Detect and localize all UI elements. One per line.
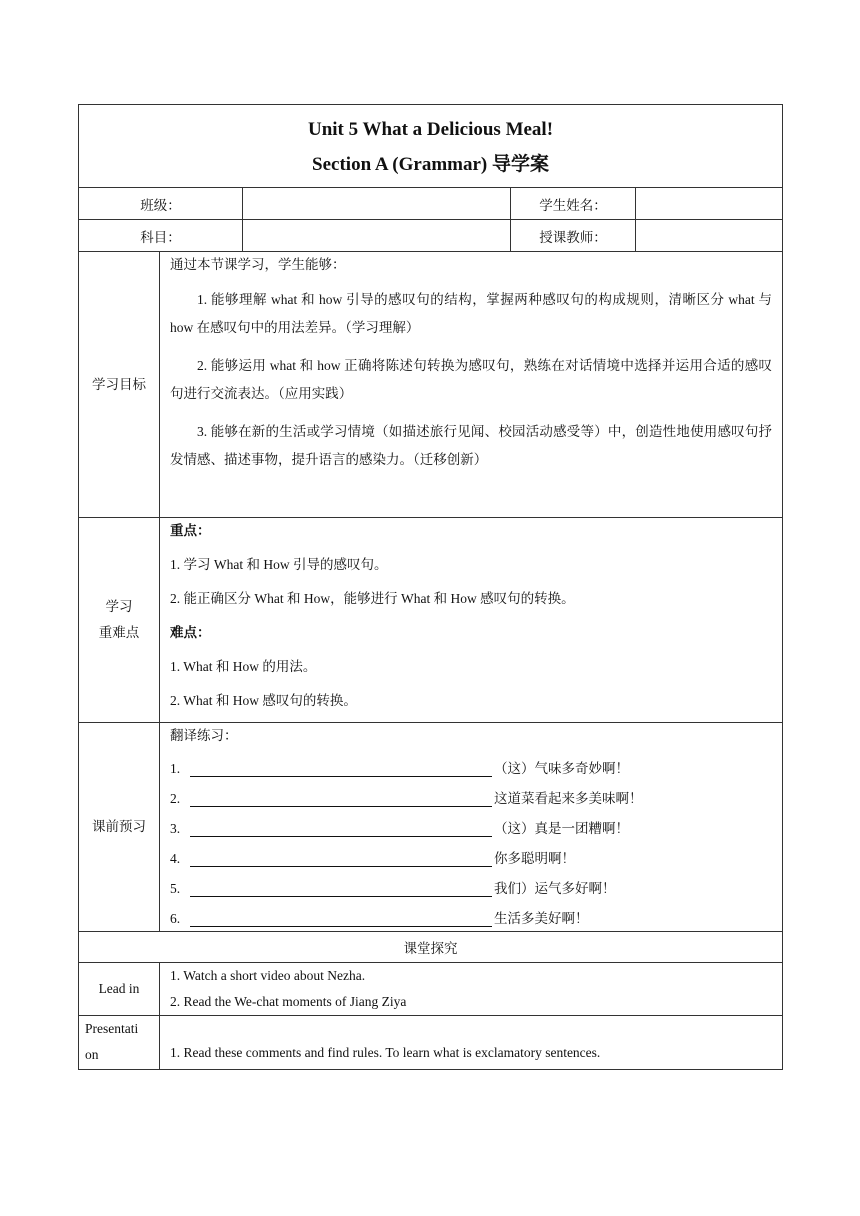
answer-blank[interactable] <box>190 760 492 777</box>
student-name-label: 学生姓名： <box>511 188 636 220</box>
info-row-1 <box>79 188 783 220</box>
preview-title: 翻译练习： <box>170 728 238 743</box>
translation-number: 6. <box>170 911 181 926</box>
translation-item <box>170 897 772 927</box>
difficulty-item-2: 2. What 和 How 感叹句的转换。 <box>170 693 357 708</box>
translation-prompt: 我们）运气多好啊！ <box>494 881 616 896</box>
keypoints-label <box>79 518 160 723</box>
presentation-label <box>79 1016 160 1070</box>
lead-in-label: Lead in <box>79 963 160 1016</box>
objectives-label: 学习目标 <box>79 252 160 518</box>
focus-title: 重点： <box>170 523 211 538</box>
translation-number: 1. <box>170 761 181 776</box>
focus-item-2: 2. 能正确区分 What 和 How，能够进行 What 和 How 感叹句的转换。 <box>170 591 575 606</box>
info-row-2 <box>79 220 783 252</box>
translation-prompt: （这）气味多奇妙啊！ <box>494 761 629 776</box>
preview-content <box>160 723 783 932</box>
objectives-row <box>79 252 783 518</box>
keypoints-label-line2: 重难点 <box>98 625 140 640</box>
translation-number: 5. <box>170 881 181 896</box>
page-subtitle: Section A (Grammar) 导学案 <box>312 154 549 175</box>
translation-prompt: （这）真是一团糟啊！ <box>494 821 629 836</box>
answer-blank[interactable] <box>190 850 492 867</box>
translation-number: 4. <box>170 851 181 866</box>
keypoints-row <box>79 518 783 723</box>
translation-number: 3. <box>170 821 181 836</box>
objective-item-1: 1. 能够理解 what 和 how 引导的感叹句的结构，掌握两种感叹句的构成规则，清晰区分 what 与 how 在感叹句中的用法差异。（学习理解） <box>170 292 773 335</box>
title-row <box>79 105 783 188</box>
teacher-value[interactable] <box>636 220 783 252</box>
class-label: 班级： <box>79 188 243 220</box>
translation-prompt: 生活多美好啊！ <box>494 911 589 926</box>
translation-item <box>170 807 772 837</box>
presentation-row <box>79 1016 783 1070</box>
translation-item <box>170 777 772 807</box>
translation-item <box>170 837 772 867</box>
difficulty-title: 难点： <box>170 625 211 640</box>
translation-prompt: 你多聪明啊！ <box>494 851 575 866</box>
objective-item-2: 2. 能够运用 what 和 how 正确将陈述句转换为感叹句，熟练在对话情境中选择并运用合适的感叹句进行交流表达。（应用实践） <box>170 358 773 401</box>
classroom-title: 课堂探究 <box>79 932 783 963</box>
lead-in-row <box>79 963 783 1016</box>
subject-value[interactable] <box>243 220 511 252</box>
answer-blank[interactable] <box>190 820 492 837</box>
lead-in-item-2: 2. Read the We-chat moments of Jiang Ziya <box>170 994 407 1009</box>
lead-in-item-1: 1. Watch a short video about Nezha. <box>170 968 366 983</box>
focus-item-1: 1. 学习 What 和 How 引导的感叹句。 <box>170 557 388 572</box>
answer-blank[interactable] <box>190 880 492 897</box>
objectives-content <box>160 252 783 518</box>
keypoints-label-line1: 学习 <box>105 599 133 614</box>
page-title: Unit 5 What a Delicious Meal! <box>307 119 554 140</box>
objective-item-3: 3. 能够在新的生活或学习情境（如描述旅行见闻、校园活动感受等）中，创造性地使用感叹句抒发情感、描述事物，提升语言的感染力。（迁移创新） <box>170 424 773 467</box>
translation-prompt: 这道菜看起来多美味啊！ <box>494 791 643 806</box>
answer-blank[interactable] <box>190 910 492 927</box>
translation-item <box>170 747 772 777</box>
student-name-value[interactable] <box>636 188 783 220</box>
presentation-content: 1. Read these comments and find rules. To learn what is exclamatory sentences. <box>160 1016 783 1070</box>
title-cell <box>79 105 783 188</box>
translation-number: 2. <box>170 791 181 806</box>
presentation-label-line1: Presentati <box>85 1021 139 1036</box>
lead-in-content <box>160 963 783 1016</box>
preview-label: 课前预习 <box>79 723 160 932</box>
answer-blank[interactable] <box>190 790 492 807</box>
presentation-label-line2: on <box>85 1047 99 1062</box>
translation-item <box>170 867 772 897</box>
teacher-label: 授课教师： <box>511 220 636 252</box>
class-value[interactable] <box>243 188 511 220</box>
keypoints-content <box>160 518 783 723</box>
worksheet-table <box>78 104 783 1070</box>
classroom-row <box>79 932 783 963</box>
preview-row <box>79 723 783 932</box>
difficulty-item-1: 1. What 和 How 的用法。 <box>170 659 317 674</box>
subject-label: 科目： <box>79 220 243 252</box>
objectives-intro: 通过本节课学习，学生能够： <box>170 257 346 272</box>
